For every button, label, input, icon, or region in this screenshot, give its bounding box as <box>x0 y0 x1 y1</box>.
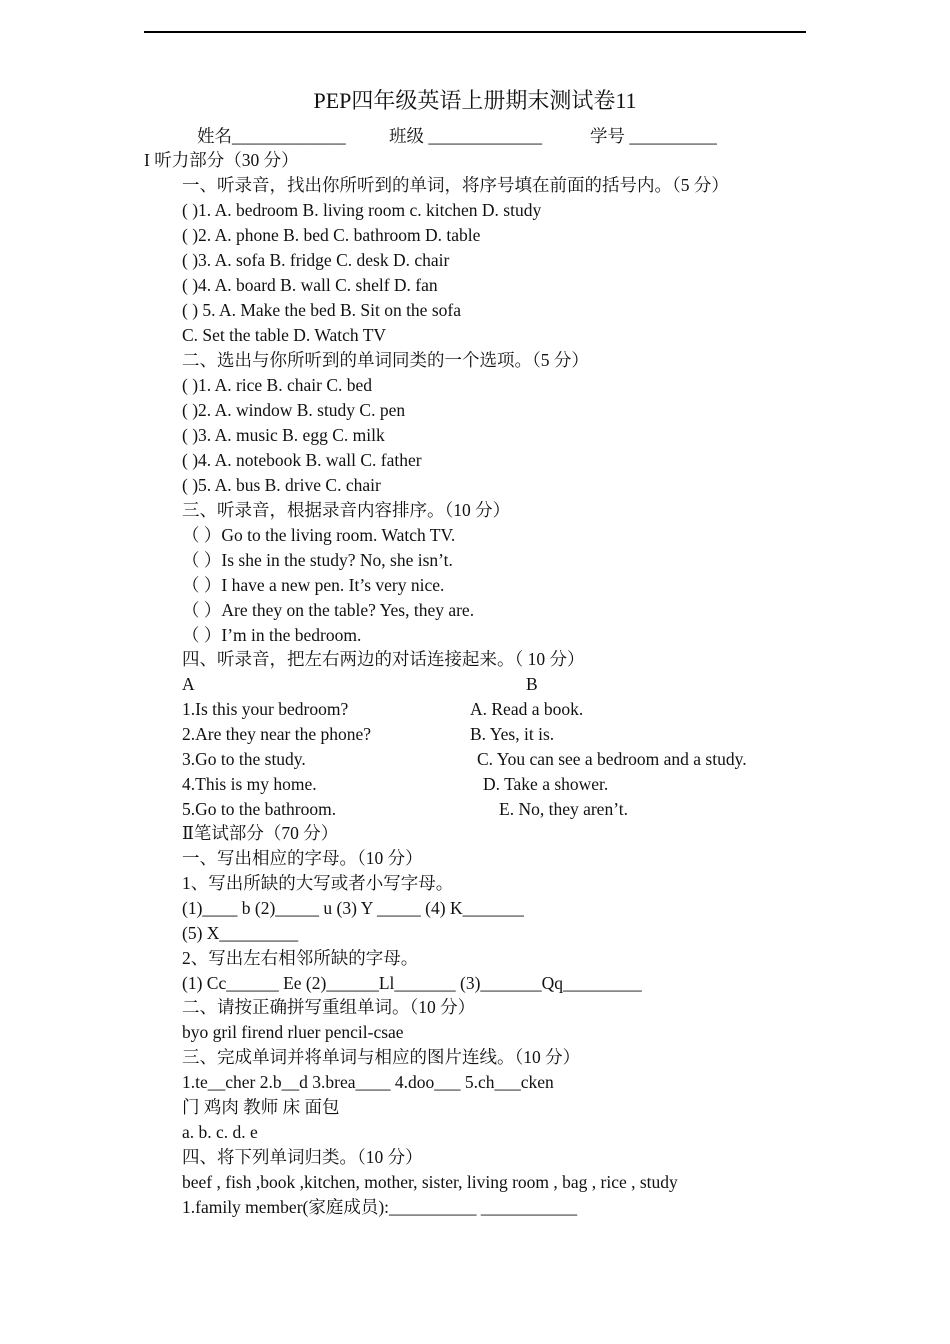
match-right-item: A. Read a book. <box>470 699 584 719</box>
question-item: ( ) 5. A. Make the bed B. Sit on the sofa <box>182 300 461 320</box>
section-heading: 一、写出相应的字母。（10 分） <box>182 848 423 868</box>
match-right-item: D. Take a shower. <box>483 774 609 794</box>
question-item: ( )5. A. bus B. drive C. chair <box>182 475 381 495</box>
question-item: (1) Cc______ Ee (2)______Ll_______ (3)_______Qq_________ <box>182 973 642 993</box>
top-rule <box>144 31 806 33</box>
question-item: 1.family member(家庭成员):__________ ___________ <box>182 1197 578 1217</box>
question-item: （ ）I have a new pen. It’s very nice. <box>182 575 445 595</box>
section-heading: 三、听录音，根据录音内容排序。（10 分） <box>182 500 511 520</box>
section-heading: 二、选出与你所听到的单词同类的一个选项。（5 分） <box>182 350 589 370</box>
question-item: （ ）Are they on the table? Yes, they are. <box>182 600 475 620</box>
question-item: ( )1. A. rice B. chair C. bed <box>182 375 373 395</box>
question-item: ( )3. A. sofa B. fridge C. desk D. chair <box>182 250 450 270</box>
question-item: (5) X_________ <box>182 923 299 943</box>
match-left-item: 1.Is this your bedroom? <box>182 699 349 719</box>
section-heading: 二、请按正确拼写重组单词。（10 分） <box>182 997 476 1017</box>
question-item: 1、写出所缺的大写或者小写字母。 <box>182 873 454 893</box>
class-field: 班级 _____________ <box>389 126 543 146</box>
question-item: ( )4. A. notebook B. wall C. father <box>182 450 422 470</box>
question-item: 1.te__cher 2.b__d 3.brea____ 4.doo___ 5.ch___cken <box>182 1072 554 1092</box>
question-item: （ ）Go to the living room. Watch TV. <box>182 525 456 545</box>
question-item: byo gril firend rluer pencil-csae <box>182 1022 404 1042</box>
question-item: a. b. c. d. e <box>182 1122 258 1142</box>
question-item: ( )3. A. music B. egg C. milk <box>182 425 385 445</box>
section-heading: 四、将下列单词归类。（10 分） <box>182 1147 423 1167</box>
match-left-item: 2.Are they near the phone? <box>182 724 372 744</box>
page-title: PEP四年级英语上册期末测试卷11 <box>313 88 637 113</box>
match-right-item: B. Yes, it is. <box>470 724 555 744</box>
question-item: ( )1. A. bedroom B. living room c. kitchen D. study <box>182 200 542 220</box>
question-item: （ ）Is she in the study? No, she isn’t. <box>182 550 453 570</box>
part2-heading: Ⅱ笔试部分（70 分） <box>182 823 339 843</box>
column-b-label: B <box>526 674 538 694</box>
number-field: 学号 __________ <box>590 126 717 146</box>
question-item: 门 鸡肉 教师 床 面包 <box>182 1097 340 1117</box>
part1-heading: I 听力部分（30 分） <box>144 150 299 170</box>
question-item: ( )2. A. window B. study C. pen <box>182 400 406 420</box>
match-right-item: C. You can see a bedroom and a study. <box>477 749 747 769</box>
question-item: ( )4. A. board B. wall C. shelf D. fan <box>182 275 438 295</box>
question-item: （ ）I’m in the bedroom. <box>182 625 362 645</box>
section-heading: 四、听录音，把左右两边的对话连接起来。（ 10 分） <box>182 649 585 669</box>
question-item: (1)____ b (2)_____ u (3) Y _____ (4) K_______ <box>182 898 524 918</box>
question-item: ( )2. A. phone B. bed C. bathroom D. table <box>182 225 481 245</box>
question-item: beef , fish ,book ,kitchen, mother, sister, living room , bag , rice , study <box>182 1172 678 1192</box>
section-heading: 三、完成单词并将单词与相应的图片连线。（10 分） <box>182 1047 581 1067</box>
match-left-item: 4.This is my home. <box>182 774 317 794</box>
question-item: C. Set the table D. Watch TV <box>182 325 387 345</box>
column-a-label: A <box>182 674 195 694</box>
question-item: 2、写出左右相邻所缺的字母。 <box>182 948 419 968</box>
section-heading: 一、听录音，找出你所听到的单词，将序号填在前面的括号内。（5 分） <box>182 175 729 195</box>
name-field: 姓名_____________ <box>197 126 346 146</box>
match-left-item: 3.Go to the study. <box>182 749 306 769</box>
match-right-item: E. No, they aren’t. <box>499 799 628 819</box>
match-left-item: 5.Go to the bathroom. <box>182 799 337 819</box>
